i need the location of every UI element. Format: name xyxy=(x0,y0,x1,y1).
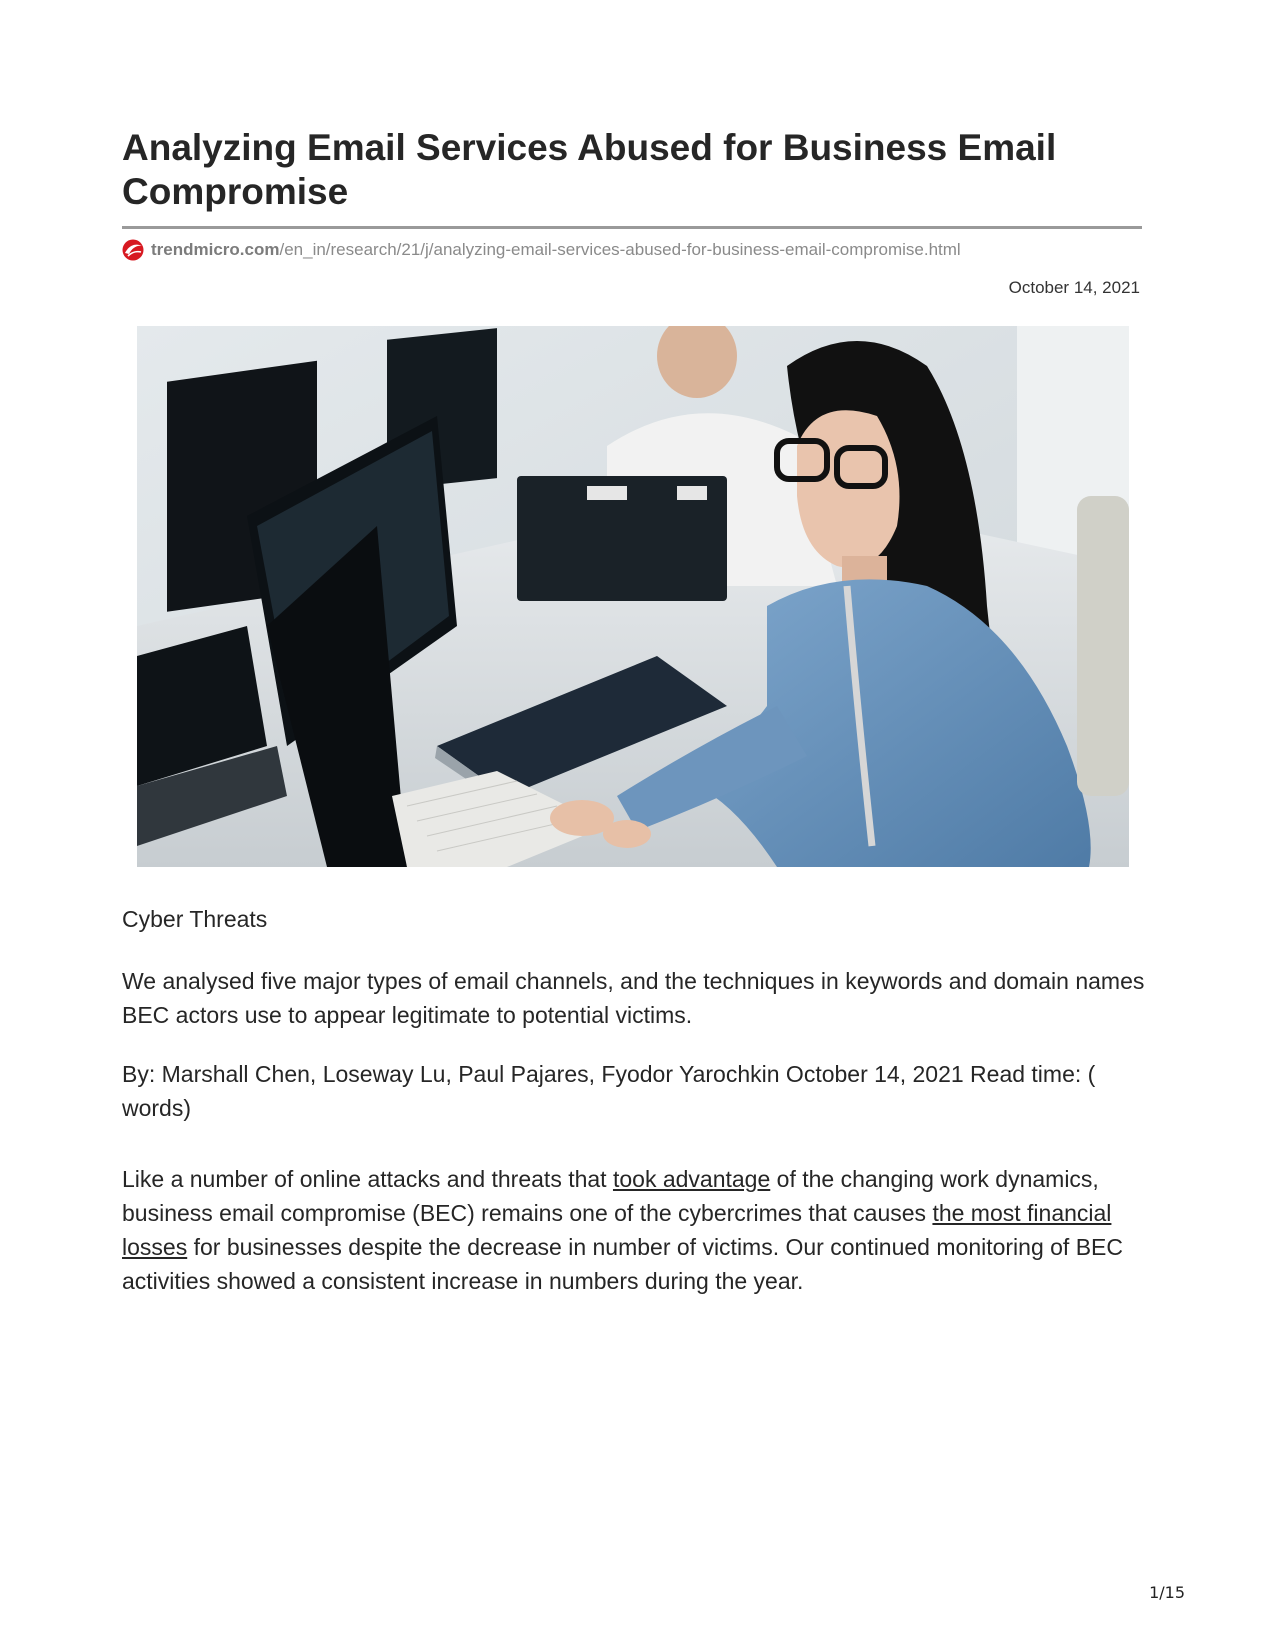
byline: By: Marshall Chen, Loseway Lu, Paul Pajares, Fyodor Yarochkin October 14, 2021 Read time: ( words) xyxy=(122,1061,1096,1121)
title-divider xyxy=(122,226,1142,229)
source-path: /en_in/research/21/j/analyzing-email-services-abused-for-business-email-compromise.html xyxy=(279,240,961,259)
office-photo-icon xyxy=(137,326,1129,867)
source-url[interactable] xyxy=(122,238,1142,262)
category-label: Cyber Threats xyxy=(122,906,268,932)
trendmicro-logo-icon xyxy=(122,239,144,261)
hero-image xyxy=(137,326,1129,867)
body-text-3: for businesses despite the decrease in number of victims. Our continued monitoring of BEC activities showed a consistent increase in numbers during the year. xyxy=(122,1234,1124,1294)
body-paragraph xyxy=(122,1162,1152,1298)
financial-losses-link[interactable]: the most financial losses xyxy=(122,1200,1112,1260)
page-number: 1/15 xyxy=(1149,1583,1185,1602)
took-advantage-link[interactable]: took advantage xyxy=(612,1166,771,1192)
body-text-2: of the changing work dynamics, business email compromise (BEC) remains one of the cybercrimes that causes xyxy=(122,1166,1099,1226)
publish-date: October 14, 2021 xyxy=(1008,278,1140,297)
source-domain: trendmicro.com xyxy=(151,240,280,259)
article-summary: We analysed five major types of email channels, and the techniques in keywords and domain names BEC actors use to appear legitimate to potential victims. xyxy=(122,968,1145,1028)
article-title: Analyzing Email Services Abused for Business Email Compromise xyxy=(122,127,1057,212)
body-text-1: Like a number of online attacks and threats that xyxy=(122,1166,613,1192)
